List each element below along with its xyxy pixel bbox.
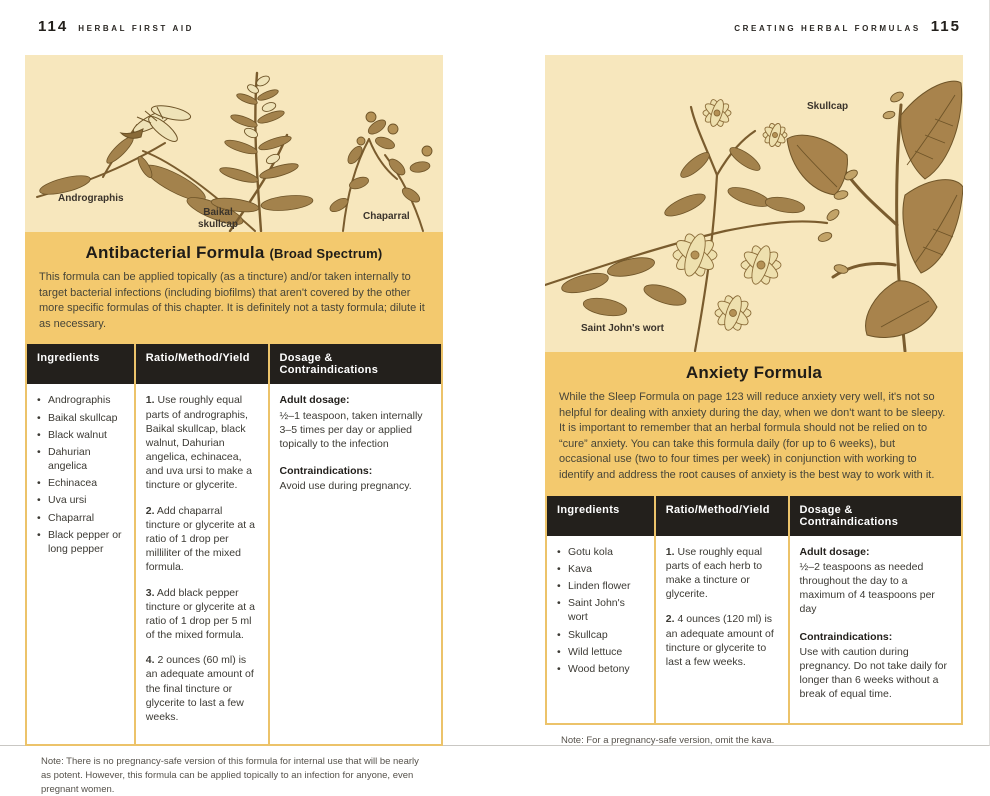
dosage-block: Contraindications: Avoid use during pregnancy. bbox=[279, 465, 412, 493]
method-step: 1. Use roughly equal parts of andrographis, Baikal skullcap, black walnut, Dahurian angelica, echinacea, and uva ursi to make a tincture or glycerite. bbox=[145, 394, 253, 492]
dosage-cell bbox=[788, 536, 961, 724]
anxiety-formula-table bbox=[545, 496, 963, 726]
header-dosage-contraindications: Dosage & Contraindications bbox=[788, 496, 961, 536]
ingredient-item: • Echinacea bbox=[37, 476, 124, 490]
left-page-number: 114 bbox=[38, 18, 69, 35]
botanical-plants-left-icon bbox=[25, 55, 443, 232]
antibacterial-title-band bbox=[25, 232, 443, 344]
plant-label-skullcap: Skullcap bbox=[807, 101, 849, 112]
method-step: 2. 4 ounces (120 ml) is an adequate amount of tincture or glycerite to last a few weeks. bbox=[665, 613, 774, 668]
method-step: 1. Use roughly equal parts of each herb to make a tincture or glycerite. bbox=[665, 545, 763, 601]
ingredients-list bbox=[557, 545, 644, 676]
anxiety-intro: While the Sleep Formula on page 123 will reduce anxiety very well, it's not so helpful for dealing with anxiety during the day, when we don't want to be sleepy. It is important to remember that an herbal formula should not be relied on to “cure” anxiety. You can take this formula daily (for up to 6 weeks), but occasional use (two to four times per week) in conjunction with working to identify and address the root causes of anxiety is the best way to work with it. bbox=[559, 391, 946, 482]
header-ingredients: Ingredients bbox=[557, 503, 620, 516]
ingredient-item: • Gotu kola bbox=[557, 545, 644, 559]
ingredient-item: • Andrographis bbox=[37, 393, 124, 407]
antibacterial-intro: This formula can be applied topically (as a tincture) and/or taken internally to target bacterial infections (including biofilms) that aren't covered by the other more specific formulas of this chapter. It is definitely not a tasty formula; dilute it as necessary. bbox=[39, 271, 425, 330]
anxiety-formula-title: Anxiety Formula bbox=[685, 363, 823, 382]
right-running-title: CREATING HERBAL FORMULAS bbox=[734, 24, 921, 33]
anxiety-formula-panel bbox=[545, 55, 963, 748]
antibacterial-formula-panel bbox=[25, 55, 443, 796]
table-body-row bbox=[27, 384, 441, 744]
right-running-head bbox=[734, 18, 961, 35]
right-botanical-illustration bbox=[545, 55, 963, 352]
ingredients-cell bbox=[547, 536, 654, 724]
dosage-cell bbox=[268, 384, 441, 744]
left-botanical-illustration bbox=[25, 55, 443, 232]
ingredient-item: • Baikal skullcap bbox=[37, 411, 124, 425]
method-step: 2. Add chaparral tincture or glycerite at a ratio of 1 drop per milliliter of the mixed formula. bbox=[145, 504, 255, 574]
ingredient-item: • Skullcap bbox=[557, 628, 644, 642]
formula-title-text: Antibacterial Formula bbox=[85, 243, 265, 262]
antibacterial-note: Note: There is no pregnancy-safe version of this formula for internal use that will be nearly as potent. However, this formula can be applied topically to an infection for anyone, even pregnant women. bbox=[41, 756, 419, 795]
method-step: 4. 2 ounces (60 ml) is an adequate amount of the final tincture or glycerite to last a few weeks. bbox=[145, 654, 254, 723]
plant-label-andrographis: Andrographis bbox=[58, 193, 124, 204]
botanical-plants-right-icon bbox=[545, 55, 963, 352]
plant-label-baikal-skullcap: Baikal skullcap bbox=[197, 207, 239, 230]
ingredient-item: • Wood betony bbox=[557, 662, 644, 676]
ingredient-item: • Kava bbox=[557, 562, 644, 576]
plant-label-saint-johns-wort: Saint John's wort bbox=[581, 323, 664, 334]
left-running-head bbox=[38, 18, 194, 35]
header-ratio-method-yield: Ratio/Method/Yield bbox=[134, 344, 268, 384]
ingredient-item: • Chaparral bbox=[37, 511, 124, 525]
formula-title-suffix: (Broad Spectrum) bbox=[269, 246, 383, 261]
ingredient-item: • Saint John's wort bbox=[557, 596, 644, 624]
ingredient-item: • Dahurian angelica bbox=[37, 445, 124, 473]
plant-label-chaparral: Chaparral bbox=[363, 211, 410, 222]
ingredient-item: • Wild lettuce bbox=[557, 645, 644, 659]
left-running-title: HERBAL FIRST AID bbox=[78, 24, 195, 33]
dosage-block: Contraindications: Use with caution during pregnancy. Do not take daily for longer than 6 weeks without a break of equal time. bbox=[799, 630, 947, 701]
method-step: 3. Add black pepper tincture or glycerite at a ratio of 1 drop per 5 ml of the mixed formula. bbox=[145, 586, 255, 642]
ingredient-item: • Uva ursi bbox=[37, 493, 124, 507]
ingredient-item: • Linden flower bbox=[557, 579, 644, 593]
anxiety-title-band bbox=[545, 352, 963, 496]
right-page-number: 115 bbox=[930, 18, 961, 35]
header-dosage-contraindications: Dosage & Contraindications bbox=[268, 344, 441, 384]
ingredients-cell bbox=[27, 384, 134, 744]
table-body-row bbox=[547, 536, 961, 724]
header-ingredients: Ingredients bbox=[37, 352, 100, 365]
dosage-block: Adult dosage: ½–1 teaspoon, taken internally 3–5 times per day or applied topically to the infection bbox=[279, 394, 423, 450]
anxiety-note: Note: For a pregnancy-safe version, omit the kava. bbox=[561, 735, 775, 747]
antibacterial-formula-title bbox=[39, 243, 429, 263]
dosage-block: Adult dosage: ½–2 teaspoons as needed throughout the day to a maximum of 4 teaspoons per day bbox=[799, 545, 935, 616]
antibacterial-formula-table bbox=[25, 344, 443, 746]
header-ratio-method-yield: Ratio/Method/Yield bbox=[654, 496, 788, 536]
table-header-row bbox=[27, 344, 441, 384]
ingredient-item: • Black pepper or long pepper bbox=[37, 528, 124, 556]
ingredients-list bbox=[37, 393, 124, 556]
method-cell bbox=[134, 384, 268, 744]
method-cell bbox=[654, 536, 788, 724]
table-header-row bbox=[547, 496, 961, 536]
ingredient-item: • Black walnut bbox=[37, 428, 124, 442]
